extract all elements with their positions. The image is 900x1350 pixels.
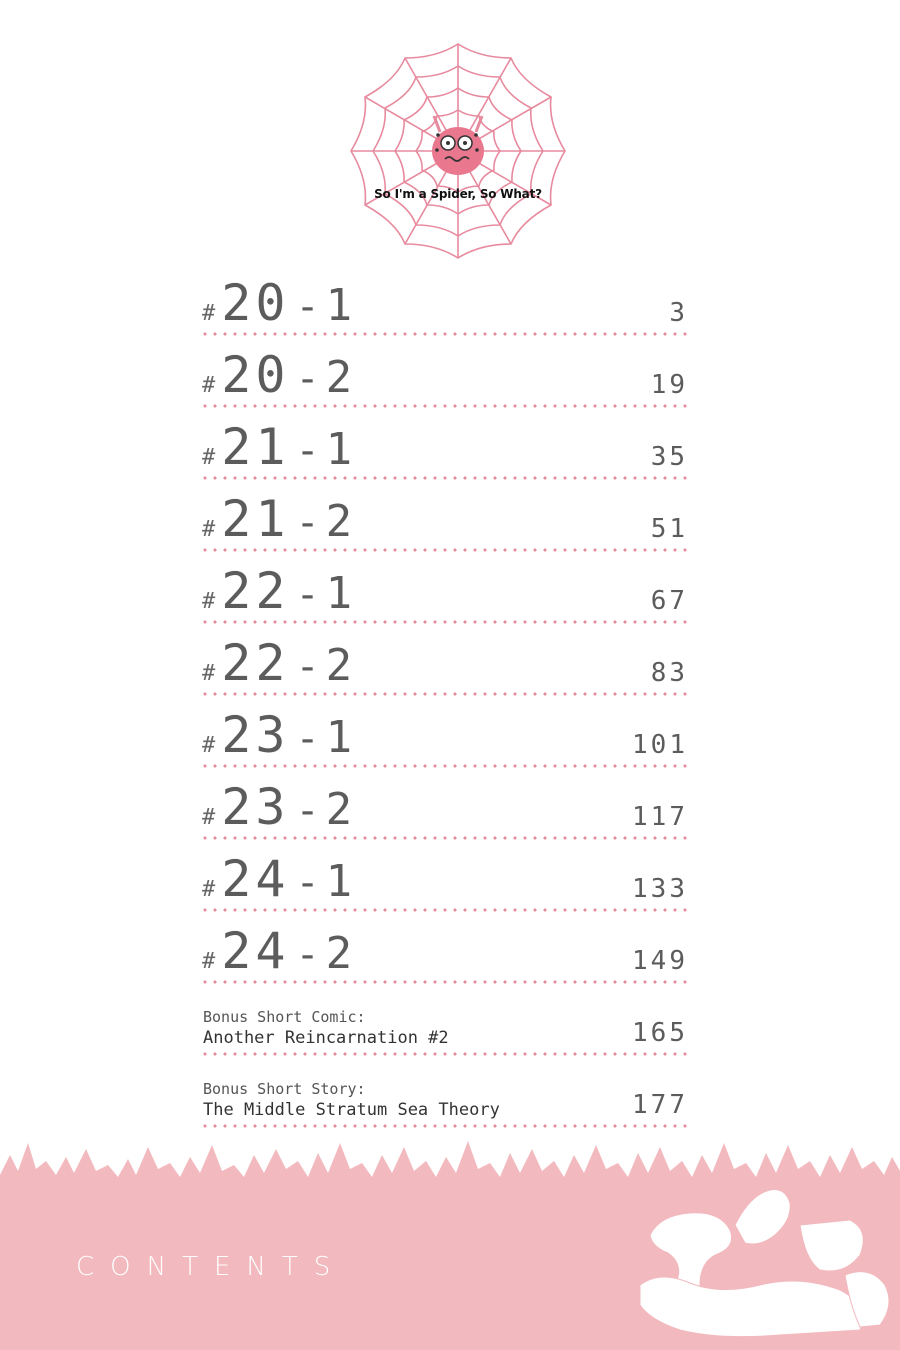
toc-row[interactable] bbox=[200, 412, 688, 484]
chapter-hash: # bbox=[202, 373, 216, 398]
chapter-number: 21 bbox=[221, 490, 290, 548]
chapter-dash: - bbox=[295, 644, 320, 690]
chapter-hash: # bbox=[202, 877, 216, 902]
chapter-part: 2 bbox=[325, 784, 353, 835]
toc-row[interactable] bbox=[200, 844, 688, 916]
chapter-hash: # bbox=[202, 733, 216, 758]
page-number: 149 bbox=[632, 946, 688, 976]
chapter-label bbox=[202, 418, 353, 476]
spider-web-icon bbox=[348, 40, 568, 262]
bonus-label: Bonus Short Comic: bbox=[203, 1008, 366, 1026]
chapter-hash: # bbox=[202, 805, 216, 830]
page-number: 83 bbox=[650, 658, 688, 688]
chapter-label bbox=[202, 562, 353, 620]
chapter-part: 2 bbox=[325, 496, 353, 547]
toc-row[interactable] bbox=[200, 916, 688, 988]
chapter-dash: - bbox=[295, 284, 320, 330]
dotted-leader bbox=[200, 764, 688, 768]
toc-row[interactable] bbox=[200, 772, 688, 844]
chapter-dash: - bbox=[295, 932, 320, 978]
chapter-number: 22 bbox=[221, 562, 290, 620]
chapter-part: 1 bbox=[325, 712, 353, 763]
toc-row[interactable] bbox=[200, 700, 688, 772]
chapter-dash: - bbox=[295, 716, 320, 762]
page-number: 67 bbox=[650, 586, 688, 616]
chapter-label bbox=[202, 706, 353, 764]
chapter-dash: - bbox=[295, 860, 320, 906]
chapter-label bbox=[202, 778, 353, 836]
page-number: 101 bbox=[632, 730, 688, 760]
grass-silhouette-icon bbox=[0, 1135, 900, 1350]
chapter-label bbox=[202, 922, 353, 980]
dotted-leader bbox=[200, 332, 688, 336]
chapter-dash: - bbox=[295, 572, 320, 618]
dotted-leader bbox=[200, 476, 688, 480]
chapter-dash: - bbox=[295, 428, 320, 474]
chapter-number: 24 bbox=[221, 850, 290, 908]
dotted-leader bbox=[200, 1124, 688, 1128]
toc-row[interactable] bbox=[200, 556, 688, 628]
chapter-label bbox=[202, 850, 353, 908]
dotted-leader bbox=[200, 404, 688, 408]
bonus-title: Another Reincarnation #2 bbox=[203, 1028, 449, 1048]
chapter-number: 23 bbox=[221, 706, 290, 764]
toc-bonus-row[interactable] bbox=[200, 988, 688, 1060]
chapter-part: 2 bbox=[325, 640, 353, 691]
chapter-number: 20 bbox=[221, 346, 290, 404]
chapter-part: 1 bbox=[325, 424, 353, 475]
toc-row[interactable] bbox=[200, 268, 688, 340]
dotted-leader bbox=[200, 548, 688, 552]
bonus-title: The Middle Stratum Sea Theory bbox=[203, 1100, 500, 1120]
footer-banner bbox=[0, 1135, 900, 1350]
page-number: 19 bbox=[650, 370, 688, 400]
dotted-leader bbox=[200, 1052, 688, 1056]
chapter-hash: # bbox=[202, 589, 216, 614]
table-of-contents bbox=[200, 268, 688, 1132]
chapter-label bbox=[202, 346, 353, 404]
chapter-dash: - bbox=[295, 356, 320, 402]
toc-bonus-row[interactable] bbox=[200, 1060, 688, 1132]
chapter-dash: - bbox=[295, 788, 320, 834]
dotted-leader bbox=[200, 908, 688, 912]
chapter-label bbox=[202, 634, 353, 692]
chapter-hash: # bbox=[202, 517, 216, 542]
chapter-hash: # bbox=[202, 661, 216, 686]
chapter-number: 22 bbox=[221, 634, 290, 692]
page-number: 177 bbox=[632, 1090, 688, 1120]
spider-web-logo bbox=[348, 40, 568, 262]
chapter-part: 1 bbox=[325, 856, 353, 907]
page-number: 117 bbox=[632, 802, 688, 832]
chapter-part: 1 bbox=[325, 568, 353, 619]
page-number: 3 bbox=[669, 298, 688, 328]
chapter-number: 23 bbox=[221, 778, 290, 836]
page-number: 51 bbox=[650, 514, 688, 544]
chapter-number: 20 bbox=[221, 274, 290, 332]
dotted-leader bbox=[200, 620, 688, 624]
contents-label: CONTENTS bbox=[76, 1252, 347, 1282]
page-number: 35 bbox=[650, 442, 688, 472]
toc-row[interactable] bbox=[200, 484, 688, 556]
chapter-label bbox=[202, 490, 353, 548]
page-number: 133 bbox=[632, 874, 688, 904]
bonus-label: Bonus Short Story: bbox=[203, 1080, 366, 1098]
dotted-leader bbox=[200, 980, 688, 984]
dotted-leader bbox=[200, 692, 688, 696]
chapter-part: 2 bbox=[325, 352, 353, 403]
chapter-dash: - bbox=[295, 500, 320, 546]
chapter-label bbox=[202, 274, 353, 332]
chapter-hash: # bbox=[202, 301, 216, 326]
chapter-part: 1 bbox=[325, 280, 353, 331]
chapter-number: 24 bbox=[221, 922, 290, 980]
chapter-hash: # bbox=[202, 949, 216, 974]
dotted-leader bbox=[200, 836, 688, 840]
toc-row[interactable] bbox=[200, 628, 688, 700]
series-title: So I'm a Spider, So What? bbox=[374, 187, 542, 201]
chapter-hash: # bbox=[202, 445, 216, 470]
toc-row[interactable] bbox=[200, 340, 688, 412]
chapter-number: 21 bbox=[221, 418, 290, 476]
page-number: 165 bbox=[632, 1018, 688, 1048]
chapter-part: 2 bbox=[325, 928, 353, 979]
